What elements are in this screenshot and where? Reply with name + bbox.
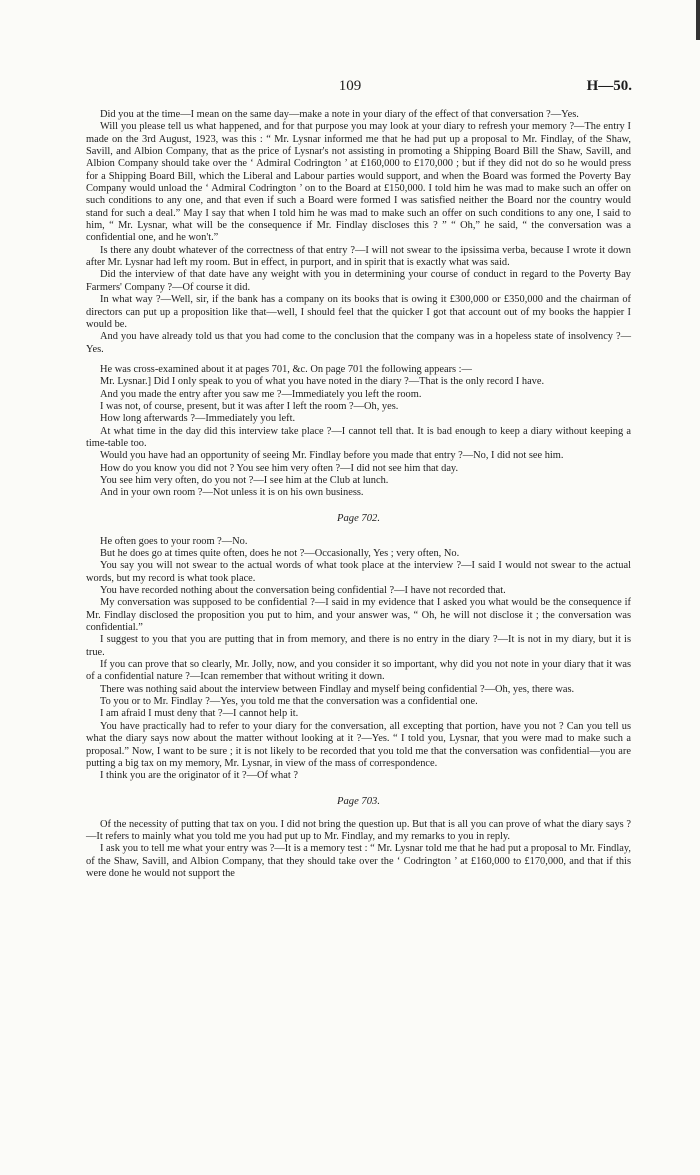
paragraph: Did the interview of that date have any weight with you in determining your course of conduct in regard to the Poverty Bay Farmers' Company ?—Of course it did. bbox=[86, 269, 631, 293]
document-body bbox=[86, 109, 631, 880]
paragraph: To you or to Mr. Findlay ?—Yes, you told me that the conversation was a confidential one. bbox=[100, 696, 478, 708]
paragraph: How long afterwards ?—Immediately you left. bbox=[100, 413, 296, 425]
paragraph: How do you know you did not ? You see him very often ?—I did not see him that day. bbox=[100, 462, 459, 474]
paragraph: He often goes to your room ?—No. bbox=[100, 535, 248, 547]
paragraph: You see him very often, do you not ?—I see him at the Club at lunch. bbox=[100, 474, 389, 486]
paragraph: Mr. Lysnar.] Did I only speak to you of what you have noted in the diary ?—That is the only record I have. bbox=[100, 376, 545, 388]
page-heading-703: Page 703. bbox=[337, 795, 380, 807]
paragraph: In what way ?—Well, sir, if the bank has a company on its books that is owing it £300,000 or £350,000 and the chairman of directors can put up a proposition like that—well, I should feel that the quicker I got that account out of my books the happier I would be. bbox=[86, 294, 631, 330]
paragraph: And in your own room ?—Not unless it is on his own business. bbox=[100, 487, 364, 499]
paragraph: Of the necessity of putting that tax on you. I did not bring the question up. But that is all you can prove of what the diary says ?—It refers to mainly what you told me you had put up to Mr. Findlay, and my remarks to you in reply. bbox=[86, 818, 631, 842]
paragraph: But he does go at times quite often, does he not ?—Occasionally, Yes ; very often, No. bbox=[100, 548, 460, 559]
paragraph: He was cross-examined about it at pages 701, &c. On page 701 the following appears :— bbox=[100, 363, 472, 375]
paragraph: I was not, of course, present, but it was after I left the room ?—Oh, yes. bbox=[100, 400, 399, 412]
paragraph: If you can prove that so clearly, Mr. Jolly, now, and you consider it so important, why did you not note in your diary that it was of a confidential nature ?—Ican remember that without writing it down. bbox=[86, 659, 631, 683]
paragraph: And you have already told us that you had come to the conclusion that the company was in a hopeless state of insolvency ?—Yes. bbox=[86, 331, 631, 355]
paragraph: I think you are the originator of it ?—Of what ? bbox=[100, 770, 298, 782]
paragraph: And you made the entry after you saw me ?—Immediately you left the room. bbox=[100, 388, 422, 400]
paragraph: Would you have had an opportunity of seeing Mr. Findlay before you made that entry ?—No, I did not see him. bbox=[100, 450, 564, 462]
paragraph: There was nothing said about the interview between Findlay and myself being confidential ?—Oh, yes, there was. bbox=[100, 683, 575, 695]
paragraph: You say you will not swear to the actual words of what took place at the interview ?—I said I would not swear to the actual words, but my record is what took place. bbox=[86, 560, 631, 584]
paragraph: Will you please tell us what happened, and for that purpose you may look at your diary to refresh your memory ?—The entry I made on the 3rd August, 1923, was this : “ Mr. Lysnar informed me that he had put up a proposal to Mr. Findlay, of the Shaw, Savill, and Albion Company, that as the price of Lysnar's not assisting in promoting a Shipping Board Bill the Shaw, Savill, and Albion Company should take over the ‘ Admiral Codrington ’ at £160,000 to £170,000 ; but if they did not do so he would press for a Shipping Board Bill, which the Liberal and Labour parties would support, and when the Board was formed the Poverty Bay Company would unload the ‘ Admiral Codrington ’ on to the Board at £150,000. I told him he was mad to make such an offer on such conditions to any one, and that even if such a Board were formed I was satisfied neither the Board nor the country would stand for such a deal.” May I say that when I told him he was mad to make such an offer on such conditions to any one, I said to him, “ Mr. Lysnar, what will be the consequence if Mr. Findlay discloses this ? ” “ Oh,” he said, “ the conversation was a confidential one, and he won't.” bbox=[86, 121, 631, 244]
paragraph: Did you at the time—I mean on the same day—make a note in your diary of the effect of that conversation ?—Yes. bbox=[100, 109, 579, 120]
paragraph: You have recorded nothing about the conversation being confidential ?—I have not recorded that. bbox=[100, 585, 506, 597]
section-gap bbox=[86, 356, 631, 364]
paragraph: I ask you to tell me what your entry was ?—It is a memory test : “ Mr. Lysnar told me that he had put a proposal to Mr. Findlay, of the Shaw, Savill, and Albion Company, that they should take over the ‘ Codrington ’ at £160,000 to £170,000, and that if this were done he would not support the bbox=[86, 843, 631, 879]
paragraph: Is there any doubt whatever of the correctness of that entry ?—I will not swear to the ipsissima verba, because I wrote it down after Mr. Lysnar had left my room. But in effect, in purport, and in spirit that is exactly what was said. bbox=[86, 244, 631, 269]
page-code: H—50. bbox=[586, 78, 632, 94]
page-heading-702: Page 702. bbox=[337, 512, 380, 524]
paragraph: You have practically had to refer to your diary for the conversation, all excepting that portion, have you not ? Can you tell us what the diary says now about the matter without looking at it ?—Yes. “ I told you, Lysnar, that you were mad to make such a proposal.” Now, I want to be sure ; it is not likely to be recorded that you told me that the conversation was confidential—you are putting a big tax on my memory, Mr. Lysnar, in view of the mass of correspondence. bbox=[86, 720, 631, 769]
paragraph: I am afraid I must deny that ?—I cannot help it. bbox=[100, 708, 299, 720]
scan-edge-mark bbox=[696, 0, 700, 40]
paragraph: I suggest to you that you are putting that in from memory, and there is no entry in the diary ?—It is not in my diary, but it is true. bbox=[86, 634, 631, 658]
paragraph: My conversation was supposed to be confidential ?—I said in my evidence that I asked you what would be the consequence if Mr. Findlay disclosed the proposition you put to him, and your answer was, “ Oh, he will not disclose it ; the conversation was confidential.” bbox=[86, 597, 631, 634]
paragraph: At what time in the day did this interview take place ?—I cannot tell that. It is bad enough to keep a diary without keeping a time-table too. bbox=[86, 425, 631, 449]
page-number: 109 bbox=[338, 78, 362, 94]
